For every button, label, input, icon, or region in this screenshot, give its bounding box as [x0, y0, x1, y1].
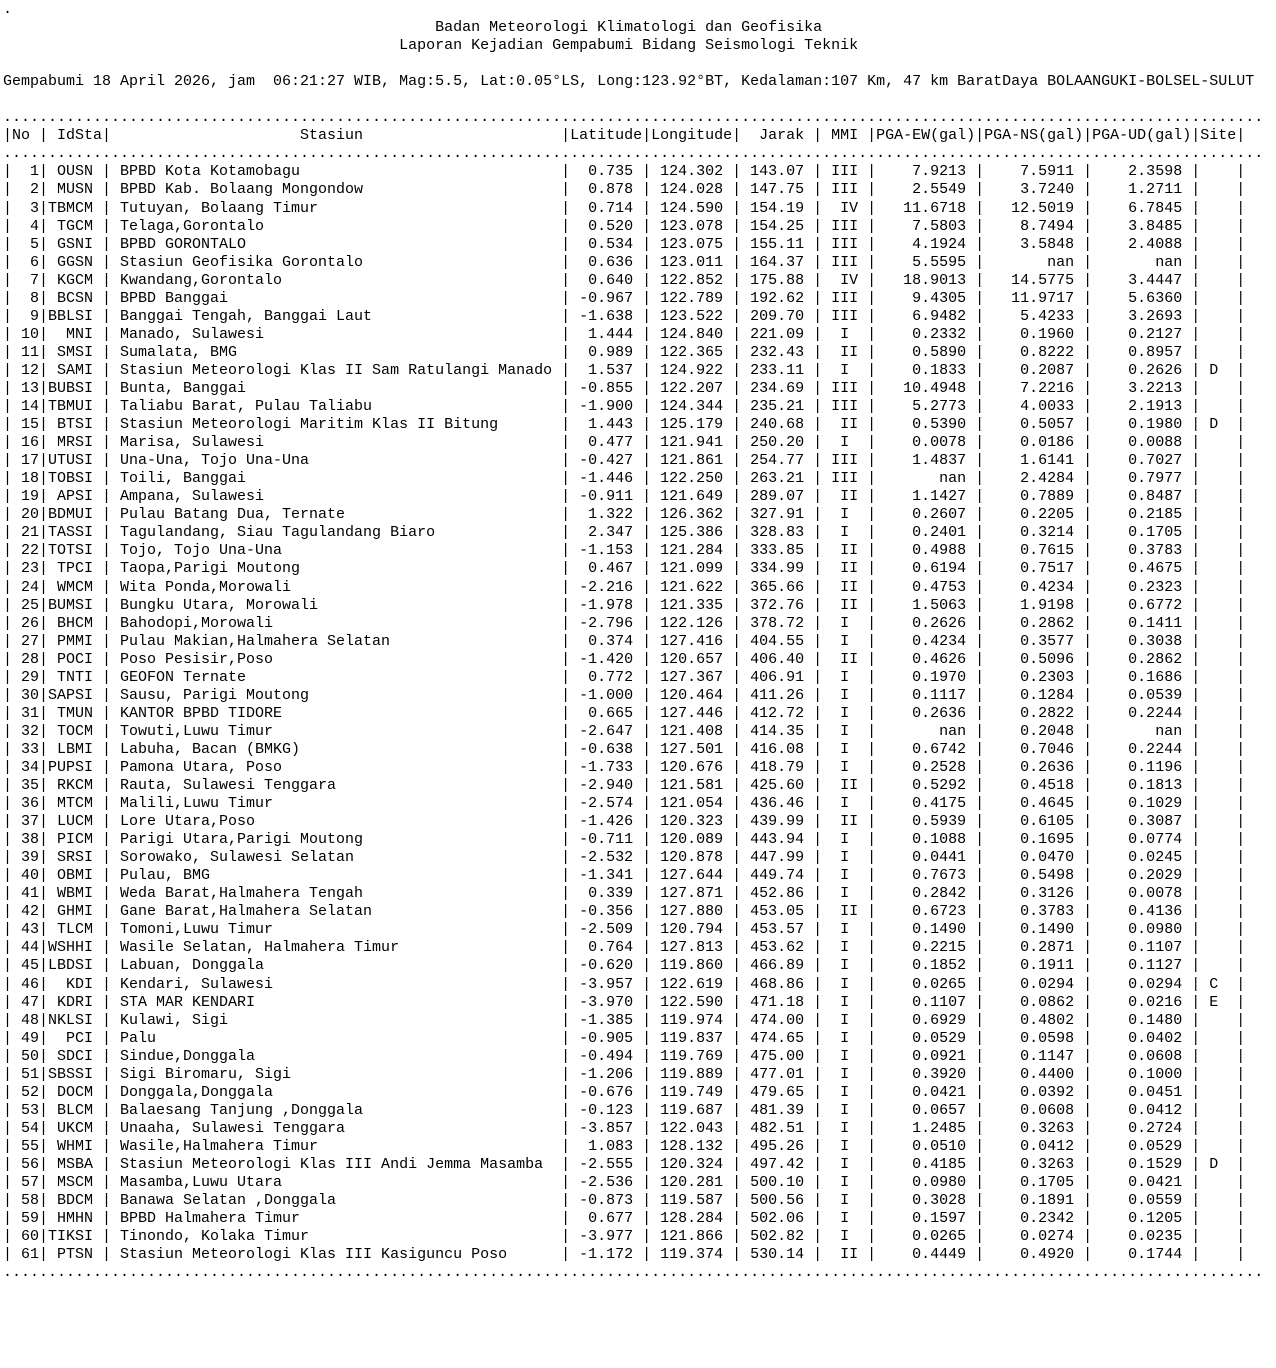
table-row: | 43| TLCM | Tomoni,Luwu Timur | -2.509 | 120.794 | 453.57 | I | 0.1490 | 0.1490 | 0.0980 | | — [3, 921, 1246, 939]
table-row: | 61| PTSN | Stasiun Meteorologi Klas III Kasiguncu Poso | -1.172 | 119.374 | 530.14 | II | 0.4449 | 0.4920 | 0.1744 | | — [3, 1246, 1246, 1264]
separator-top: ............................................................................................................................................ — [3, 109, 1264, 127]
report-title: Badan Meteorologi Klimatologi dan Geofisika — [435, 19, 823, 37]
table-header-row: |No | IdSta| Stasiun |Latitude|Longitude| Jarak | MMI |PGA-EW(gal)|PGA-NS(gal)|PGA-UD(gal)|Site| — [3, 127, 1246, 145]
spacer — [3, 91, 1276, 109]
table-row: | 45|LBDSI | Labuan, Donggala | -0.620 | 119.860 | 466.89 | I | 0.1852 | 0.1911 | 0.1127 | | — [3, 957, 1246, 975]
table-row: | 31| TMUN | KANTOR BPBD TIDORE | 0.665 | 127.446 | 412.72 | I | 0.2636 | 0.2822 | 0.2244 | | — [3, 704, 1246, 722]
table-row: | 1| OUSN | BPBD Kota Kotamobagu | 0.735 | 124.302 | 143.07 | III | 7.9213 | 7.5911 | 2.3598 | | — [3, 163, 1246, 181]
table-row: | 60|TIKSI | Tinondo, Kolaka Timur | -3.977 | 121.866 | 502.82 | I | 0.0265 | 0.0274 | 0.0235 | | — [3, 1228, 1246, 1246]
table-row: | 38| PICM | Parigi Utara,Parigi Moutong | -0.711 | 120.089 | 443.94 | I | 0.1088 | 0.1695 | 0.0774 | | — [3, 831, 1246, 849]
table-row: | 11| SMSI | Sumalata, BMG | 0.989 | 122.365 | 232.43 | II | 0.5890 | 0.8222 | 0.8957 | | — [3, 343, 1246, 361]
table-row: | 19| APSI | Ampana, Sulawesi | -0.911 | 121.649 | 289.07 | II | 1.1427 | 0.7889 | 0.8487 | | — [3, 488, 1246, 506]
table-row: | 5| GSNI | BPBD GORONTALO | 0.534 | 123.075 | 155.11 | III | 4.1924 | 3.5848 | 2.4088 | | — [3, 235, 1246, 253]
table-row: | 16| MRSI | Marisa, Sulawesi | 0.477 | 121.941 | 250.20 | I | 0.0078 | 0.0186 | 0.0088 | | — [3, 434, 1246, 452]
table-row: | 54| UKCM | Unaaha, Sulawesi Tenggara | -3.857 | 122.043 | 482.51 | I | 1.2485 | 0.3263 | 0.2724 | | — [3, 1119, 1246, 1137]
table-row: | 49| PCI | Palu | -0.905 | 119.837 | 474.65 | I | 0.0529 | 0.0598 | 0.0402 | | — [3, 1029, 1246, 1047]
table-row: | 48|NKLSI | Kulawi, Sigi | -1.385 | 119.974 | 474.00 | I | 0.6929 | 0.4802 | 0.1480 | | — [3, 1011, 1246, 1029]
table-row: | 27| PMMI | Pulau Makian,Halmahera Selatan | 0.374 | 127.416 | 404.55 | I | 0.4234 | 0.3577 | 0.3038 | | — [3, 632, 1246, 650]
station-table-body — [3, 163, 1276, 1264]
report-subtitle: Laporan Kejadian Gempabumi Bidang Seismologi Teknik — [399, 37, 859, 55]
table-row: | 29| TNTI | GEOFON Ternate | 0.772 | 127.367 | 406.91 | I | 0.1970 | 0.2303 | 0.1686 | | — [3, 668, 1246, 686]
table-row: | 33| LBMI | Labuha, Bacan (BMKG) | -0.638 | 127.501 | 416.08 | I | 0.6742 | 0.7046 | 0.2244 | | — [3, 740, 1246, 758]
event-summary: Gempabumi 18 April 2026, jam 06:21:27 WIB, Mag:5.5, Lat:0.05°LS, Long:123.92°BT, Kedalaman:107 Km, 47 km BaratDaya BOLAANGUKI-BOLSEL-SULUT — [3, 73, 1255, 91]
table-row: | 40| OBMI | Pulau, BMG | -1.341 | 127.644 | 449.74 | I | 0.7673 | 0.5498 | 0.2029 | | — [3, 867, 1246, 885]
table-row: | 36| MTCM | Malili,Luwu Timur | -2.574 | 121.054 | 436.46 | I | 0.4175 | 0.4645 | 0.1029 | | — [3, 795, 1246, 813]
table-row: | 42| GHMI | Gane Barat,Halmahera Selatan | -0.356 | 127.880 | 453.05 | II | 0.6723 | 0.3783 | 0.4136 | | — [3, 903, 1246, 921]
table-row: | 44|WSHHI | Wasile Selatan, Halmahera Timur | 0.764 | 127.813 | 453.62 | I | 0.2215 | 0.2871 | 0.1107 | | — [3, 939, 1246, 957]
table-row: | 9|BBLSI | Banggai Tengah, Banggai Laut | -1.638 | 123.522 | 209.70 | III | 6.9482 | 5.4233 | 3.2693 | | — [3, 307, 1246, 325]
separator-bottom: ............................................................................................................................................ — [3, 1264, 1264, 1282]
table-row: | 50| SDCI | Sindue,Donggala | -0.494 | 119.769 | 475.00 | I | 0.0921 | 0.1147 | 0.0608 | | — [3, 1047, 1246, 1065]
table-row: | 18|TOBSI | Toili, Banggai | -1.446 | 122.250 | 263.21 | III | nan | 2.4284 | 0.7977 | | — [3, 470, 1246, 488]
table-row: | 57| MSCM | Masamba,Luwu Utara | -2.536 | 120.281 | 500.10 | I | 0.0980 | 0.1705 | 0.0421 | | — [3, 1174, 1246, 1192]
table-row: | 56| MSBA | Stasiun Meteorologi Klas III Andi Jemma Masamba | -2.555 | 120.324 | 497.42 | I | 0.4185 | 0.3263 | 0.1529 | D | — [3, 1156, 1246, 1173]
table-row: | 51|SBSSI | Sigi Biromaru, Sigi | -1.206 | 119.889 | 477.01 | I | 0.3920 | 0.4400 | 0.1000 | | — [3, 1065, 1246, 1083]
table-row: | 6| GGSN | Stasiun Geofisika Gorontalo | 0.636 | 123.011 | 164.37 | III | 5.5595 | nan | nan | | — [3, 253, 1246, 271]
table-row: | 47| KDRI | STA MAR KENDARI | -3.970 | 122.590 | 471.18 | I | 0.1107 | 0.0862 | 0.0216 | E | — [3, 993, 1246, 1011]
table-row: | 15| BTSI | Stasiun Meteorologi Maritim Klas II Bitung | 1.443 | 125.179 | 240.68 | II | 0.5390 | 0.5057 | 0.1980 | D | — [3, 416, 1246, 434]
table-row: | 2| MUSN | BPBD Kab. Bolaang Mongondow | 0.878 | 124.028 | 147.75 | III | 2.5549 | 3.7240 | 1.2711 | | — [3, 181, 1246, 199]
table-row: | 20|BDMUI | Pulau Batang Dua, Ternate | 1.322 | 126.362 | 327.91 | I | 0.2607 | 0.2205 | 0.2185 | | — [3, 506, 1246, 524]
table-row: | 58| BDCM | Banawa Selatan ,Donggala | -0.873 | 119.587 | 500.56 | I | 0.3028 | 0.1891 | 0.0559 | | — [3, 1192, 1246, 1210]
table-row: | 35| RKCM | Rauta, Sulawesi Tenggara | -2.940 | 121.581 | 425.60 | II | 0.5292 | 0.4518 | 0.1813 | | — [3, 777, 1246, 795]
table-row: | 13|BUBSI | Bunta, Banggai | -0.855 | 122.207 | 234.69 | III | 10.4948 | 7.2216 | 3.2213 | | — [3, 379, 1246, 397]
table-row: | 10| MNI | Manado, Sulawesi | 1.444 | 124.840 | 221.09 | I | 0.2332 | 0.1960 | 0.2127 | | — [3, 325, 1246, 343]
table-row: | 8| BCSN | BPBD Banggai | -0.967 | 122.789 | 192.62 | III | 9.4305 | 11.9717 | 5.6360 | | — [3, 289, 1246, 307]
table-row: | 34|PUPSI | Pamona Utara, Poso | -1.733 | 120.676 | 418.79 | I | 0.2528 | 0.2636 | 0.1196 | | — [3, 758, 1246, 776]
table-row: | 25|BUMSI | Bungku Utara, Morowali | -1.978 | 121.335 | 372.76 | II | 1.5063 | 1.9198 | 0.6772 | | — [3, 596, 1246, 614]
table-row: | 53| BLCM | Balaesang Tanjung ,Donggala | -0.123 | 119.687 | 481.39 | I | 0.0657 | 0.0608 | 0.0412 | | — [3, 1101, 1246, 1119]
table-row: | 55| WHMI | Wasile,Halmahera Timur | 1.083 | 128.132 | 495.26 | I | 0.0510 | 0.0412 | 0.0529 | | — [3, 1137, 1246, 1155]
table-row: | 24| WMCM | Wita Ponda,Morowali | -2.216 | 121.622 | 365.66 | II | 0.4753 | 0.4234 | 0.2323 | | — [3, 578, 1246, 596]
table-row: | 23| TPCI | Taopa,Parigi Moutong | 0.467 | 121.099 | 334.99 | II | 0.6194 | 0.7517 | 0.4675 | | — [3, 560, 1246, 578]
spacer — [3, 55, 1276, 73]
separator-header: ............................................................................................................................................ — [3, 145, 1264, 163]
table-row: | 28| POCI | Poso Pesisir,Poso | -1.420 | 120.657 | 406.40 | II | 0.4626 | 0.5096 | 0.2862 | | — [3, 650, 1246, 668]
table-row: | 59| HMHN | BPBD Halmahera Timur | 0.677 | 128.284 | 502.06 | I | 0.1597 | 0.2342 | 0.1205 | | — [3, 1210, 1246, 1228]
table-row: | 32| TOCM | Towuti,Luwu Timur | -2.647 | 121.408 | 414.35 | I | nan | 0.2048 | nan | | — [3, 722, 1246, 740]
table-row: | 22|TOTSI | Tojo, Tojo Una-Una | -1.153 | 121.284 | 333.85 | II | 0.4988 | 0.7615 | 0.3783 | | — [3, 542, 1246, 560]
table-row: | 3|TBMCM | Tutuyan, Bolaang Timur | 0.714 | 124.590 | 154.19 | IV | 11.6718 | 12.5019 | 6.7845 | | — [3, 199, 1246, 217]
table-row: | 26| BHCM | Bahodopi,Morowali | -2.796 | 122.126 | 378.72 | I | 0.2626 | 0.2862 | 0.1411 | | — [3, 614, 1246, 632]
table-row: | 52| DOCM | Donggala,Donggala | -0.676 | 119.749 | 479.65 | I | 0.0421 | 0.0392 | 0.0451 | | — [3, 1083, 1246, 1101]
corner-mark: . — [3, 1, 13, 18]
table-row: | 21|TASSI | Tagulandang, Siau Tagulandang Biaro | 2.347 | 125.386 | 328.83 | I | 0.2401 | 0.3214 | 0.1705 | | — [3, 524, 1246, 542]
table-row: | 37| LUCM | Lore Utara,Poso | -1.426 | 120.323 | 439.99 | II | 0.5939 | 0.6105 | 0.3087 | | — [3, 813, 1246, 831]
table-row: | 39| SRSI | Sorowako, Sulawesi Selatan | -2.532 | 120.878 | 447.99 | I | 0.0441 | 0.0470 | 0.0245 | | — [3, 849, 1246, 867]
table-row: | 4| TGCM | Telaga,Gorontalo | 0.520 | 123.078 | 154.25 | III | 7.5803 | 8.7494 | 3.8485 | | — [3, 217, 1246, 235]
table-row: | 46| KDI | Kendari, Sulawesi | -3.957 | 122.619 | 468.86 | I | 0.0265 | 0.0294 | 0.0294 | C | — [3, 975, 1246, 993]
table-row: | 7| KGCM | Kwandang,Gorontalo | 0.640 | 122.852 | 175.88 | IV | 18.9013 | 14.5775 | 3.4447 | | — [3, 271, 1246, 289]
table-row: | 41| WBMI | Weda Barat,Halmahera Tengah | 0.339 | 127.871 | 452.86 | I | 0.2842 | 0.3126 | 0.0078 | | — [3, 885, 1246, 903]
table-row: | 30|SAPSI | Sausu, Parigi Moutong | -1.000 | 120.464 | 411.26 | I | 0.1117 | 0.1284 | 0.0539 | | — [3, 686, 1246, 704]
table-row: | 12| SAMI | Stasiun Meteorologi Klas II Sam Ratulangi Manado | 1.537 | 124.922 | 233.11 | I | 0.1833 | 0.2087 | 0.2626 | D | — [3, 361, 1246, 379]
table-row: | 17|UTUSI | Una-Una, Tojo Una-Una | -0.427 | 121.861 | 254.77 | III | 1.4837 | 1.6141 | 0.7027 | | — [3, 452, 1246, 470]
table-row: | 14|TBMUI | Taliabu Barat, Pulau Taliabu | -1.900 | 124.344 | 235.21 | III | 5.2773 | 4.0033 | 2.1913 | | — [3, 398, 1246, 416]
